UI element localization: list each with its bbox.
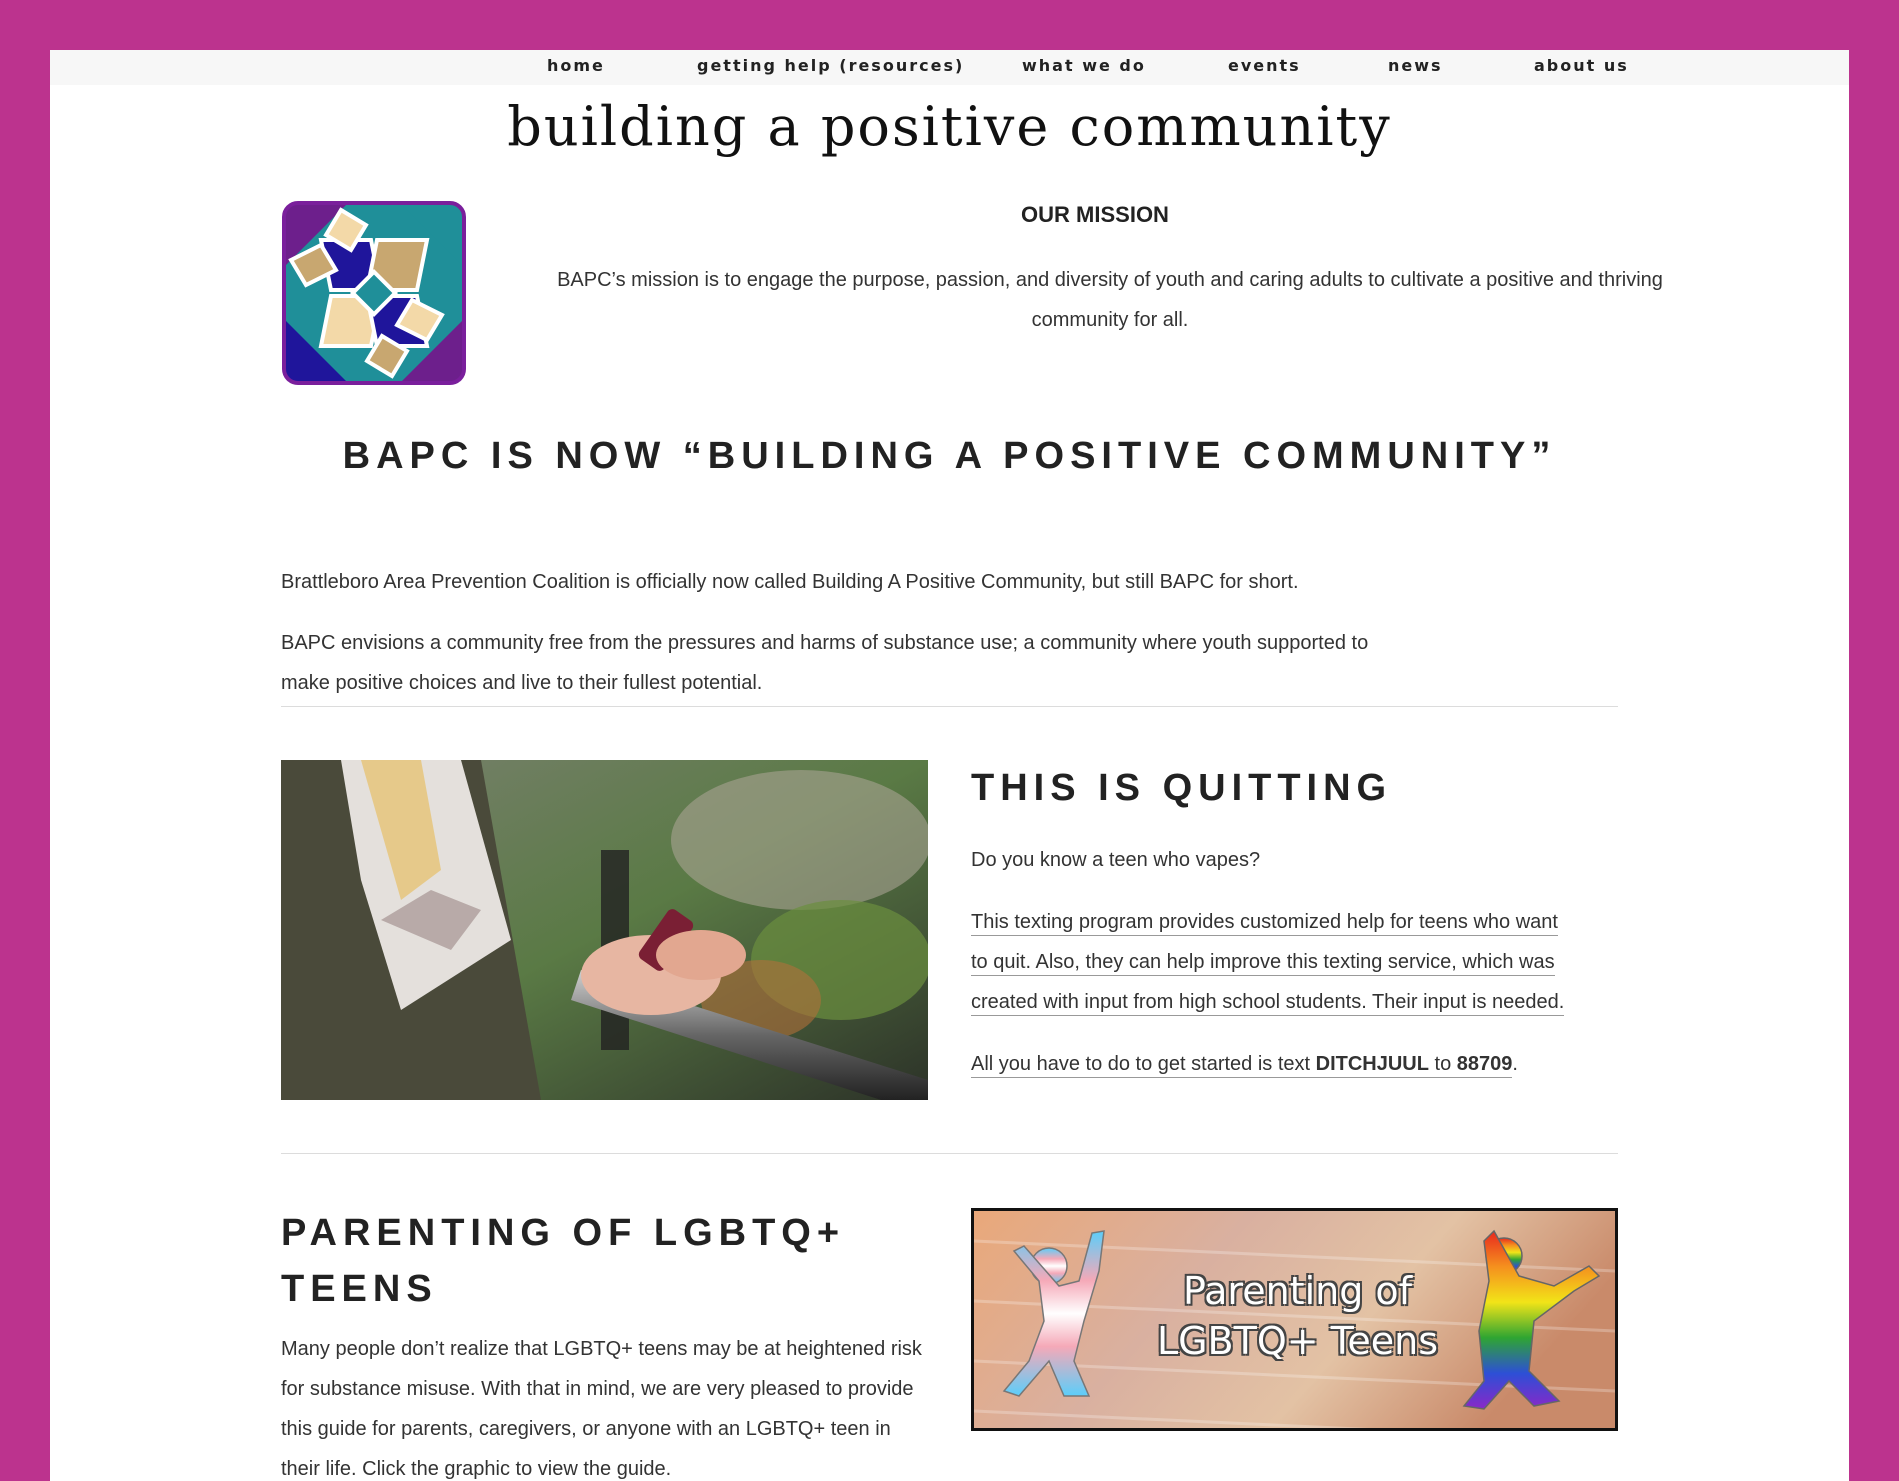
rename-heading: BAPC IS NOW “BUILDING A POSITIVE COMMUNITY” <box>342 435 1557 477</box>
quitting-start-line[interactable] <box>971 1044 1618 1084</box>
nav-getting-help[interactable]: getting help (resources) <box>697 56 965 75</box>
main-nav <box>50 50 1849 85</box>
lgbtq-heading-line-2: TEENS <box>281 1268 438 1310</box>
teen-phone-photo <box>281 760 928 1100</box>
rename-paragraph-1: Brattleboro Area Prevention Coalition is officially now called Building A Positive Community, but still BAPC for short. <box>281 571 1299 593</box>
start-suffix: . <box>1512 1053 1518 1075</box>
quitting-link-line-1[interactable] <box>971 902 1618 942</box>
text-number: 88709 <box>1456 1053 1513 1075</box>
mission-text: BAPC’s mission is to engage the purpose, passion, and diversity of youth and caring adults to cultivate a positive and thriving community for all. <box>557 269 1663 331</box>
start-prefix: All you have to do to get started is text <box>971 1053 1316 1075</box>
bapc-logo[interactable] <box>281 200 467 386</box>
quitting-link-text-2[interactable]: to quit. Also, they can help improve this texting service, which was <box>971 951 1555 976</box>
mission-title: OUR MISSION <box>1021 202 1169 227</box>
quitting-link-text-3[interactable]: created with input from high school students. Their input is needed. <box>971 991 1564 1016</box>
divider-1 <box>281 706 1618 707</box>
lgbtq-text: Many people don’t realize that LGBTQ+ teens may be at heightened risk for substance misuse. With that in mind, we are very pleased to provide this guide for parents, caregivers, or anyone with an LGBTQ+ teen in their life. Click the graphic to view the guide. <box>281 1338 922 1480</box>
start-link[interactable] <box>971 1053 1512 1078</box>
quitting-link-text-1[interactable]: This texting program provides customized help for teens who want <box>971 911 1558 936</box>
quitting-link-line-3[interactable] <box>971 982 1618 1022</box>
banner-line-2: LGBTQ+ Teens <box>1156 1319 1439 1363</box>
nav-what-we-do[interactable]: what we do <box>1022 56 1146 75</box>
keyword: DITCHJUUL <box>1315 1053 1429 1075</box>
nav-home[interactable]: home <box>547 56 605 75</box>
quitting-question: Do you know a teen who vapes? <box>971 849 1261 871</box>
nav-about-us[interactable]: about us <box>1534 56 1629 75</box>
nav-events[interactable]: events <box>1228 56 1301 75</box>
page <box>50 50 1849 1481</box>
quitting-link-line-2[interactable] <box>971 942 1618 982</box>
site-title[interactable]: building a positive community <box>507 95 1392 158</box>
lgbtq-guide-banner[interactable] <box>971 1208 1618 1431</box>
banner-line-1: Parenting of <box>1182 1269 1413 1313</box>
divider-2 <box>281 1153 1618 1154</box>
quitting-heading: THIS IS QUITTING <box>971 767 1393 809</box>
lgbtq-heading <box>281 1205 928 1317</box>
lgbtq-heading-line-1: PARENTING OF LGBTQ+ <box>281 1212 846 1254</box>
nav-news[interactable]: news <box>1388 56 1443 75</box>
start-mid: to <box>1428 1053 1457 1075</box>
rename-paragraph-2: BAPC envisions a community free from the pressures and harms of substance use; a community where youth supported to make positive choices and live to their fullest potential. <box>281 632 1369 694</box>
